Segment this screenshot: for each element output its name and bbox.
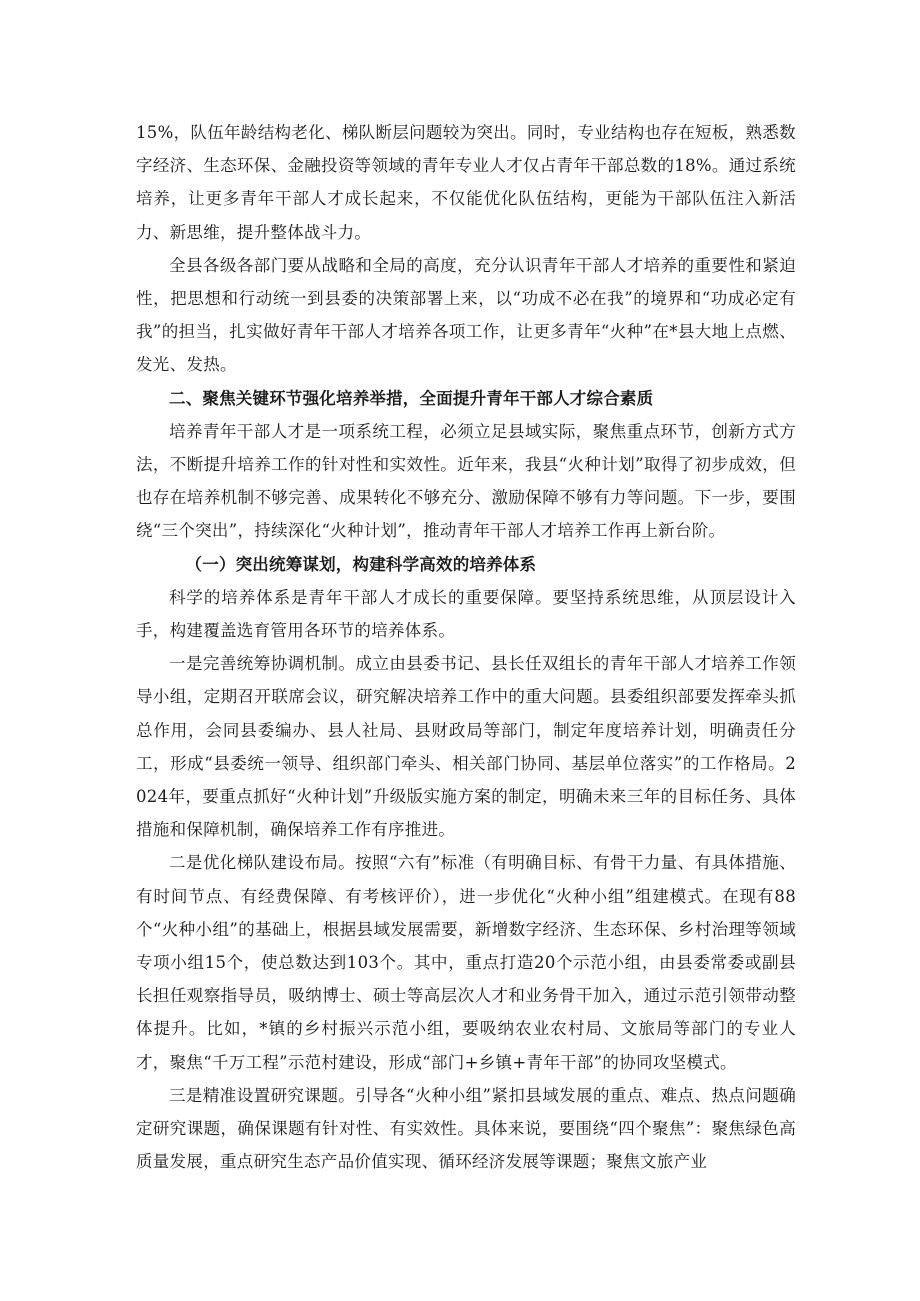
paragraph-continuation: 15%，队伍年龄结构老化、梯队断层问题较为突出。同时，专业结构也存在短板，熟悉数字经济、生态环保、金融投资等领域的青年专业人才仅占青年干部总数的18%。通过系统培养，让更多青年干部人才成长起来，不仅能优化队伍结构，更能为干部队伍注入新活力、新思维，提升整体战斗力。 <box>136 123 796 242</box>
paragraph-importance: 全县各级各部门要从战略和全局的高度，充分认识青年干部人才培养的重要性和紧迫性，把思想和行动统一到县委的决策部署上来，以“功成不必在我”的境界和“功成必定有我”的担当，扎实做好青年干部人才培养各项工作，让更多青年“火种”在*县大地上点燃、发光、发热。 <box>136 255 796 375</box>
paragraph-point-2: 二是优化梯队建设布局。按照“六有”标准（有明确目标、有骨干力量、有具体措施、有时间节点、有经费保障、有考核评价），进一步优化“火种小组”组建模式。在现有88个“火种小组”的基础上，根据县域发展需要，新增数字经济、生态环保、乡村治理等领域专项小组15个，使总数达到103个。其中，重点打造20个示范小组，由县委常委或副县长担任观察指导员，吸纳博士、硕士等高层次人才和业务骨干加入，通过示范引领带动整体提升。比如，*镇的乡村振兴示范小组，要吸纳农业农村局、文旅局等部门的专业人才，聚焦“千万工程”示范村建设，形成“部门+乡镇+青年干部”的协同攻坚模式。 <box>136 853 796 1072</box>
paragraph-point-1: 一是完善统筹协调机制。成立由县委书记、县长任双组长的青年干部人才培养工作领导小组，定期召开联席会议，研究解决培养工作中的重大问题。县委组织部要发挥牵头抓总作用，会同县委编办、县人社局、县财政局等部门，制定年度培养计划，明确责任分工，形成“县委统一领导、组织部门牵头、相关部门协同、基层单位落实”的工作格局。2024年，要重点抓好“火种计划”升级版实施方案的制定，明确未来三年的目标任务、具体措施和保障机制，确保培养工作有序推进。 <box>136 654 796 840</box>
subsection-heading-1: （一）突出统筹谋划，构建科学高效的培养体系 <box>185 554 537 574</box>
paragraph-point-3: 三是精准设置研究课题。引导各“火种小组”紧扣县域发展的重点、难点、热点问题确定研究课题，确保课题有针对性、有实效性。具体来说，要围绕“四个聚焦”：聚焦绿色高质量发展，重点研究生态产品价值实现、循环经济发展等课题；聚焦文旅产业 <box>136 1085 796 1172</box>
paragraph-subsection-intro: 科学的培养体系是青年干部人才成长的重要保障。要坚持系统思维，从顶层设计入手，构建覆盖选育管用各环节的培养体系。 <box>136 587 796 641</box>
paragraph-section-intro: 培养青年干部人才是一项系统工程，必须立足县域实际，聚焦重点环节，创新方式方法，不断提升培养工作的针对性和实效性。近年来，我县“火种计划”取得了初步成效，但也存在培养机制不够完善、成果转化不够充分、激励保障不够有力等问题。下一步，要围绕“三个突出”，持续深化“火种计划”，推动青年干部人才培养工作再上新台阶。 <box>136 421 796 541</box>
section-heading-2: 二、聚焦关键环节强化培养举措，全面提升青年干部人才综合素质 <box>169 388 654 408</box>
document-body <box>136 116 796 1179</box>
